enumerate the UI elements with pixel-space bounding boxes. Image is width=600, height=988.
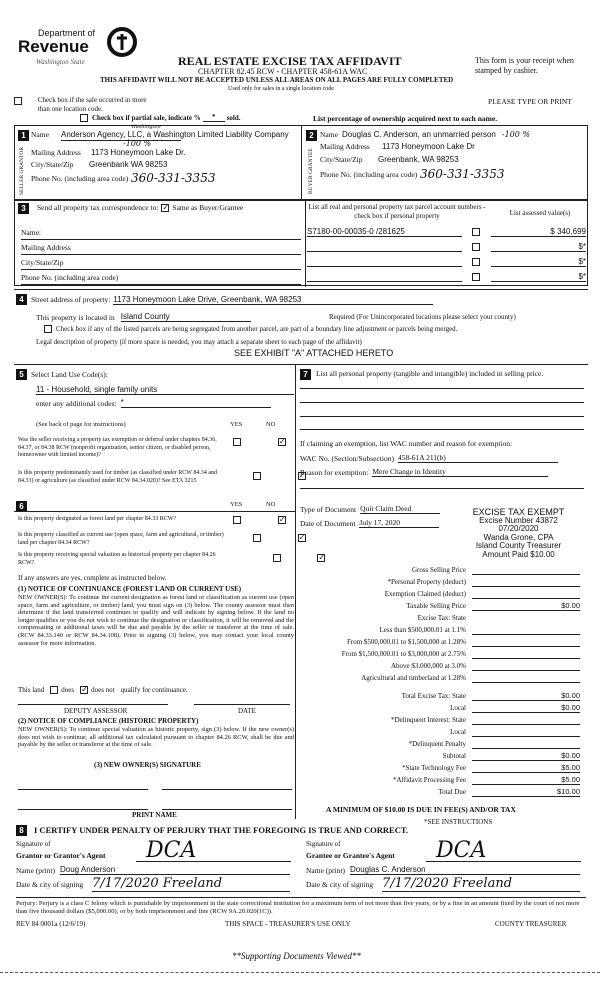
multi-location-row (14, 96, 158, 114)
tax-row (296, 624, 586, 636)
located-label: This property is located in (36, 312, 115, 322)
buyer-pct-handwritten: -100 % (501, 129, 530, 139)
section-5 (14, 364, 296, 499)
tax-value[interactable] (472, 715, 580, 725)
required-note: Required (For Unincorporated locations please select your county) (329, 313, 516, 321)
tax-label: Exemption Claimed (deduct) (384, 590, 466, 598)
tax-row (296, 738, 586, 750)
grantee-date-city[interactable]: 7/17/2020 Freeland (382, 876, 580, 892)
s5-q2-yes-checkbox[interactable] (253, 472, 261, 480)
buyer-phone-label: Phone No. (including area code) (320, 169, 418, 179)
tax-label: Taxable Selling Price (406, 602, 466, 610)
buyer-mailing-label: Mailing Address (320, 142, 370, 151)
treasurer-space: THIS SPACE - TREASURER'S USE ONLY (225, 920, 351, 928)
legal-label: Legal description of property (if more space is needed, you may attach a separate sheet to each page of the affidavit) (36, 338, 362, 346)
tax-row (296, 612, 586, 624)
buyer-city-label: City/State/Zip (320, 155, 363, 164)
land-use-select[interactable]: 11 - Household, single family units (36, 385, 294, 395)
exemption-label: If claiming an exemption, list WAC number and reason for exemption: (300, 439, 513, 448)
perjury-note: Perjury: Perjury is a class C felony which is punishable by imprisonment in the state correctional institution for a maximum term of not more than five years, or by a fine in an amount fixed by the court of not more than five thousand dollars ($5,000.00), or by both imprisonment and fine (RCW 9A.20.020(1C)). (16, 897, 586, 916)
qualify-label: qualify for continuance. (120, 686, 188, 694)
tax-value[interactable]: $0.00 (472, 751, 580, 761)
additional-codes-label: enter any additional codes: (36, 398, 117, 408)
tax-value[interactable] (472, 637, 580, 647)
partial-sale-label: Check box if partial sale, indicate % (92, 113, 201, 122)
wac-label: WAC No. (Section/Subsection) (300, 453, 394, 463)
tax-label: Local (450, 728, 466, 736)
doc-type-label: Type of Document (300, 504, 357, 514)
wac-number[interactable]: 458-61A 211(b) (398, 453, 558, 463)
grantee-signature-mark: DCA (436, 838, 487, 863)
same-as-buyer-label: Same as Buyer/Grantee (172, 203, 244, 212)
seller-pct-handwritten: -100 % (123, 139, 152, 148)
tax-table (296, 564, 586, 798)
s5-question-2: Is this property predominantly used for timber (as classified under RCW 84.34 and 84.33) or agriculture (as classified under RCW 84.34.020)? See ETA 3215 (18, 470, 218, 484)
pct-ownership-note: List percentage of ownership acquired next to each name. (313, 114, 498, 123)
tax-value[interactable]: $0.00 (472, 691, 580, 701)
s3-phone-label: Phone No. (including area code) (21, 272, 119, 282)
stamp-line: Island County Treasurer (475, 541, 562, 550)
s5-yes-header: YES (230, 421, 243, 428)
tax-row (296, 660, 586, 672)
tax-label: Less than $500,000.01 at 1.1% (379, 626, 466, 634)
tax-value[interactable]: $5.00 (472, 775, 580, 785)
tax-value[interactable] (472, 649, 580, 659)
tax-row (296, 636, 586, 648)
exempt-stamp (456, 508, 581, 559)
buyer-city[interactable]: Greenbank, WA 98253 (378, 155, 459, 164)
grantee-name-label: Name (print) (306, 865, 345, 875)
tax-row (296, 600, 586, 612)
s6-no-header: NO (266, 501, 276, 508)
street-address[interactable]: 1173 Honeymoon Lake Drive, Greenbank, WA 98253 (113, 295, 433, 305)
s6-q1-no-checkbox[interactable] (278, 516, 286, 524)
s6-q2-yes-checkbox[interactable] (253, 534, 261, 542)
parcel-row (307, 224, 587, 239)
parcel-list (307, 224, 587, 284)
exemption-reason[interactable]: Mere Change in Identity (372, 467, 548, 477)
doc-date-label: Date of Document (300, 518, 356, 528)
section-4-number: 4 (16, 294, 27, 305)
tax-label: *Delinquent Penalty (408, 740, 466, 748)
tax-row (296, 576, 586, 588)
s5-q1-no-checkbox[interactable] (278, 438, 286, 446)
assessed-header: List assessed value(s) (509, 209, 571, 217)
partial-sale-pct[interactable]: * (203, 113, 225, 122)
seller-side-label: SELLER GRANTOR (19, 146, 25, 196)
tax-row (296, 786, 586, 798)
parcel-number[interactable] (307, 272, 462, 282)
tax-label: From $1,500,000.01 to $3,000,000 at 2.75% (341, 650, 466, 658)
section-6 (14, 499, 296, 819)
partial-sale-row (80, 113, 241, 122)
doc-type[interactable]: Quit Claim Deed (360, 504, 440, 514)
if-yes-note: If any answers are yes, complete as instructed below. (18, 574, 167, 582)
s6-q1-yes-checkbox[interactable] (233, 516, 241, 524)
tax-label: Total Excise Tax: State (401, 692, 466, 700)
parcel-row (307, 269, 587, 284)
stamp-line: 07/20/2020 (498, 524, 539, 533)
section-7 (296, 364, 588, 819)
please-type: PLEASE TYPE OR PRINT (488, 97, 572, 106)
section-4 (14, 289, 588, 359)
see-back-note: (See back of page for instructions) (36, 421, 126, 428)
does-checkbox[interactable] (50, 686, 58, 694)
grantor-agent-label: Grantor or Grantor's Agent (16, 850, 106, 860)
tax-row (296, 648, 586, 660)
tax-row (296, 726, 586, 738)
s6-question-3: Is this property receiving special valuation as historical property per chapter 84.26 RCW? (18, 552, 216, 566)
partial-sale-checkbox[interactable] (80, 114, 88, 122)
tax-row (296, 690, 586, 702)
s6-question-2: Is this property classified as current use (open space, farm and agricultural, or timber) land per chapter 84.34 RCW? (18, 532, 224, 546)
seller-phone-label: Phone No. (including area code) (31, 173, 129, 183)
multi-location-checkbox[interactable] (14, 97, 22, 105)
tax-row (296, 762, 586, 774)
tax-label: Excise Tax: State (417, 614, 466, 622)
tax-value[interactable] (472, 673, 580, 683)
logo-state: Washington State (36, 58, 85, 66)
tax-label: Subtotal (442, 752, 466, 760)
tax-label: *Personal Property (deduct) (387, 578, 466, 586)
s3-mailing-label: Mailing Address (21, 242, 71, 252)
tax-value[interactable]: $5.00 (472, 763, 580, 773)
parcel-header: List all real and personal property tax parcel account numbers - check box if personal property (308, 203, 486, 220)
parcel-number[interactable]: S7180-00-00035-0 /281625 (307, 227, 462, 237)
tax-value[interactable] (472, 613, 580, 623)
s6-yes-header: YES (230, 501, 243, 508)
section-2-number: 2 (306, 130, 317, 141)
continuance-row (18, 686, 188, 694)
street-label: Street address of property: (31, 295, 111, 304)
stamp-line: Excise Number 43872 (479, 515, 558, 525)
parcel-number[interactable] (307, 257, 462, 267)
grantor-signature-mark: DCA (146, 838, 197, 863)
used-only: Used only for sales in a single location code (228, 86, 334, 92)
section-8-number: 8 (16, 825, 27, 836)
personal-property-checkbox[interactable] (472, 258, 480, 266)
tax-label: Gross Selling Price (411, 566, 466, 574)
personal-property-checkbox[interactable] (472, 243, 480, 251)
parcel-number[interactable] (307, 242, 462, 252)
grantee-block (306, 840, 586, 892)
form-chapter: CHAPTER 82.45 RCW - CHAPTER 458-61A WAC (198, 67, 368, 76)
send-correspondence-label: Send all property tax correspondence to: (37, 203, 159, 212)
notice-1-text: NEW OWNER(S): To continue the current designation as forest land or classification as current use (open space, farm and agriculture, or timber) land, you must sign on (3) below. The county assessor must then determine if the land transferred continues to qualify and will indicate by signing below. If the land no longer qualifies or you do not wish to continue the designation or classification, it will be removed and the compensating or additional taxes will be due and payable by the seller or transferor at the time of sale. (RCW 84.33.140 or RCW 84.34.108). Prior to signing (3) below, you may contact your local county assessor for more information. (18, 594, 294, 647)
parcel-row (307, 239, 587, 254)
buyer-side-label: BUYER GRANTEE (308, 148, 314, 194)
tax-value[interactable] (472, 727, 580, 737)
seller-city-label: City/State/Zip (31, 159, 74, 169)
reason-label: Reason for exemption: (300, 467, 369, 477)
section-8 (14, 818, 588, 894)
county-treasurer: COUNTY TREASURER (495, 920, 567, 928)
receipt-note: This form is your receipt when stamped by cashier. (475, 56, 574, 75)
form-title: REAL ESTATE EXCISE TAX AFFIDAVIT (178, 54, 402, 68)
legal-description[interactable]: SEE EXHIBIT "A" ATTACHED HERETO (234, 348, 394, 358)
segregated-label: Check box if any of the listed parcels are being segregated from another parcel, are part of a boundary line adjustment or parcels being merged. (56, 325, 458, 333)
grantor-signature[interactable] (136, 838, 291, 863)
supporting-docs: **Supporting Documents Viewed** (232, 951, 361, 961)
tax-label: Agricultural and timberland at 1.28% (361, 674, 466, 682)
logo-swirl-icon (106, 26, 138, 58)
s6-q3-yes-checkbox[interactable] (273, 554, 281, 562)
tax-label: From $500,000.01 to $1,500,000 at 1.28% (347, 638, 466, 646)
grantor-name[interactable]: Doug Anderson (60, 865, 290, 875)
tax-label: *Affidavit Processing Fee (393, 776, 466, 784)
minimum-note: A MINIMUM OF $10.00 IS DUE IN FEE(S) AND/OR TAX (326, 805, 516, 814)
section-7-number: 7 (300, 369, 311, 380)
personal-property-checkbox[interactable] (472, 228, 480, 236)
tax-row (296, 564, 586, 576)
logo (18, 28, 138, 70)
sold-label: sold. (226, 113, 241, 122)
buyer-name-label: Name (320, 129, 338, 139)
s5-q1-yes-checkbox[interactable] (233, 438, 241, 446)
tax-row (296, 588, 586, 600)
tax-value[interactable]: $10.00 (472, 787, 580, 797)
tax-row (296, 672, 586, 684)
tax-value[interactable] (472, 565, 580, 575)
grantee-sig-label: Signature of (306, 840, 341, 848)
tax-row (296, 750, 586, 762)
section-3-box (14, 200, 588, 286)
tax-row (296, 714, 586, 726)
land-use-label: Select Land Use Code(s): (31, 370, 108, 379)
stamp-line: Amount Paid $10.00 (482, 549, 555, 559)
tax-value[interactable] (472, 625, 580, 635)
grantee-name[interactable]: Douglas C. Anderson (350, 865, 580, 875)
buyer-name[interactable]: Douglas C. Anderson, an unmarried person (342, 129, 496, 139)
print-name-label: PRINT NAME (132, 811, 177, 819)
stamp-line: Wanda Grone, CPA (483, 532, 554, 542)
seller-mailing[interactable]: 1173 Honeymoon Lake Dr. (91, 147, 186, 157)
s5-no-header: NO (266, 421, 276, 428)
grantor-name-label: Name (print) (16, 865, 55, 875)
notice-1-title: (1) NOTICE OF CONTINUANCE (FOREST LAND OR CURRENT USE) (18, 585, 242, 593)
grantee-agent-label: Grantee or Grantee's Agent (306, 850, 395, 860)
multi-location-label: Check box if the sale occurred in more than one location code. (37, 96, 147, 113)
parcel-value[interactable]: $* (491, 257, 586, 267)
see-instructions: *SEE INSTRUCTIONS (424, 818, 493, 826)
notice-2-title: (2) NOTICE OF COMPLIANCE (HISTORIC PROPERTY) (18, 717, 199, 725)
buyer-phone[interactable]: 360-331-3353 (420, 167, 505, 181)
tax-value[interactable] (472, 739, 580, 749)
tax-label: *State Technology Fee (402, 764, 466, 772)
grantor-sig-label: Signature of (16, 840, 51, 848)
new-owner-sig-label: (3) NEW OWNER(S) SIGNATURE (94, 761, 201, 769)
does-not-checkbox[interactable] (80, 686, 88, 694)
does-not-label: does not (91, 686, 115, 694)
tax-label: *Delinquent Interest: State (390, 716, 466, 724)
grantee-date-label: Date & city of signing (306, 879, 374, 889)
parcel-value[interactable]: $ 340,699 (491, 227, 586, 237)
seller-name-label: Name (31, 129, 49, 139)
tax-value[interactable] (472, 577, 580, 587)
form-warning: THIS AFFIDAVIT WILL NOT BE ACCEPTED UNLESS ALL AREAS ON ALL PAGES ARE FULLY COMPLETED (100, 76, 454, 84)
logo-dept: Department of (38, 28, 96, 38)
additional-codes-input[interactable]: * (121, 398, 271, 408)
section-1-number: 1 (18, 130, 29, 141)
does-label: does (61, 686, 75, 694)
certify-statement: I CERTIFY UNDER PENALTY OF PERJURY THAT THE FOREGOING IS TRUE AND CORRECT. (34, 825, 409, 835)
seller-insert-handwritten: Washington (131, 124, 161, 130)
tax-label: Local (450, 704, 466, 712)
stamp-line: EXCISE TAX EXEMPT (472, 507, 565, 517)
logo-name: Revenue (18, 37, 89, 56)
section-3-number: 3 (18, 203, 29, 214)
section-6-number: 6 (16, 501, 27, 512)
s3-name-label: Name: (21, 227, 41, 237)
county-select[interactable]: Island County (121, 312, 251, 322)
parcel-value[interactable]: $* (491, 242, 586, 252)
form-revision: REV 84 0001a (12/6/19) (16, 920, 86, 928)
grantor-date-city[interactable]: 7/17/2020 Freeland (92, 876, 290, 892)
tax-label: Total Due (438, 788, 466, 796)
same-as-buyer-checkbox[interactable] (161, 204, 169, 212)
tax-value[interactable] (472, 661, 580, 671)
tax-row (296, 702, 586, 714)
doc-date[interactable]: July 17, 2020 (359, 518, 439, 528)
parcel-value[interactable]: $* (491, 272, 586, 282)
seller-mailing-label: Mailing Address (31, 147, 81, 157)
tax-value[interactable]: $0.00 (472, 601, 580, 611)
tax-row (296, 774, 586, 786)
personal-property-checkbox[interactable] (472, 273, 480, 281)
tax-value[interactable] (472, 589, 580, 599)
buyer-mailing[interactable]: 1173 Honeymoon Lake Dr (382, 142, 475, 151)
grantor-block (16, 840, 296, 892)
deputy-assessor-label: DEPUTY ASSESSOR (64, 707, 128, 715)
notice-2-text: NEW OWNER(S): To continue special valuation as historic property, sign (3) below. If the new owner(s) does not wish to continue, all additional tax calculated pursuant to chapter 84.26 RCW, shall be due and payable by the seller or transferor at the time of sale. (18, 726, 294, 749)
grantee-signature[interactable] (426, 838, 581, 863)
date-label: DATE (238, 707, 256, 715)
s3-city-label: City/State/Zip (21, 257, 64, 267)
s5-question-1: Was the seller receiving a property tax exemption or deferral under chapters 84.36, 84.37, or 84.38 RCW (nonprofit organization, senior citizen, or disabled person, homeowner with limited income)? (18, 437, 217, 458)
parcel-row (307, 254, 587, 269)
seller-city[interactable]: Greenbank WA 98253 (89, 159, 168, 169)
tax-label: Above $3,000,000 at 3.0% (390, 662, 466, 670)
parties-box (14, 125, 588, 200)
section-5-number: 5 (16, 369, 27, 380)
tax-value[interactable]: $0.00 (472, 703, 580, 713)
grantor-date-label: Date & city of signing (16, 879, 84, 889)
this-land-label: This land (18, 686, 45, 694)
seller-name[interactable]: Anderson Agency, LLC, a Washington Limited Liability Company (61, 129, 289, 139)
s6-question-1: Is this property designated as forest land per chapter 84.33 RCW? (18, 516, 177, 522)
personal-property-label: List all personal property (tangible and intangible) included in selling price. (316, 369, 544, 378)
segregated-checkbox[interactable] (44, 325, 52, 333)
seller-phone[interactable]: 360-331-3353 (131, 171, 216, 185)
